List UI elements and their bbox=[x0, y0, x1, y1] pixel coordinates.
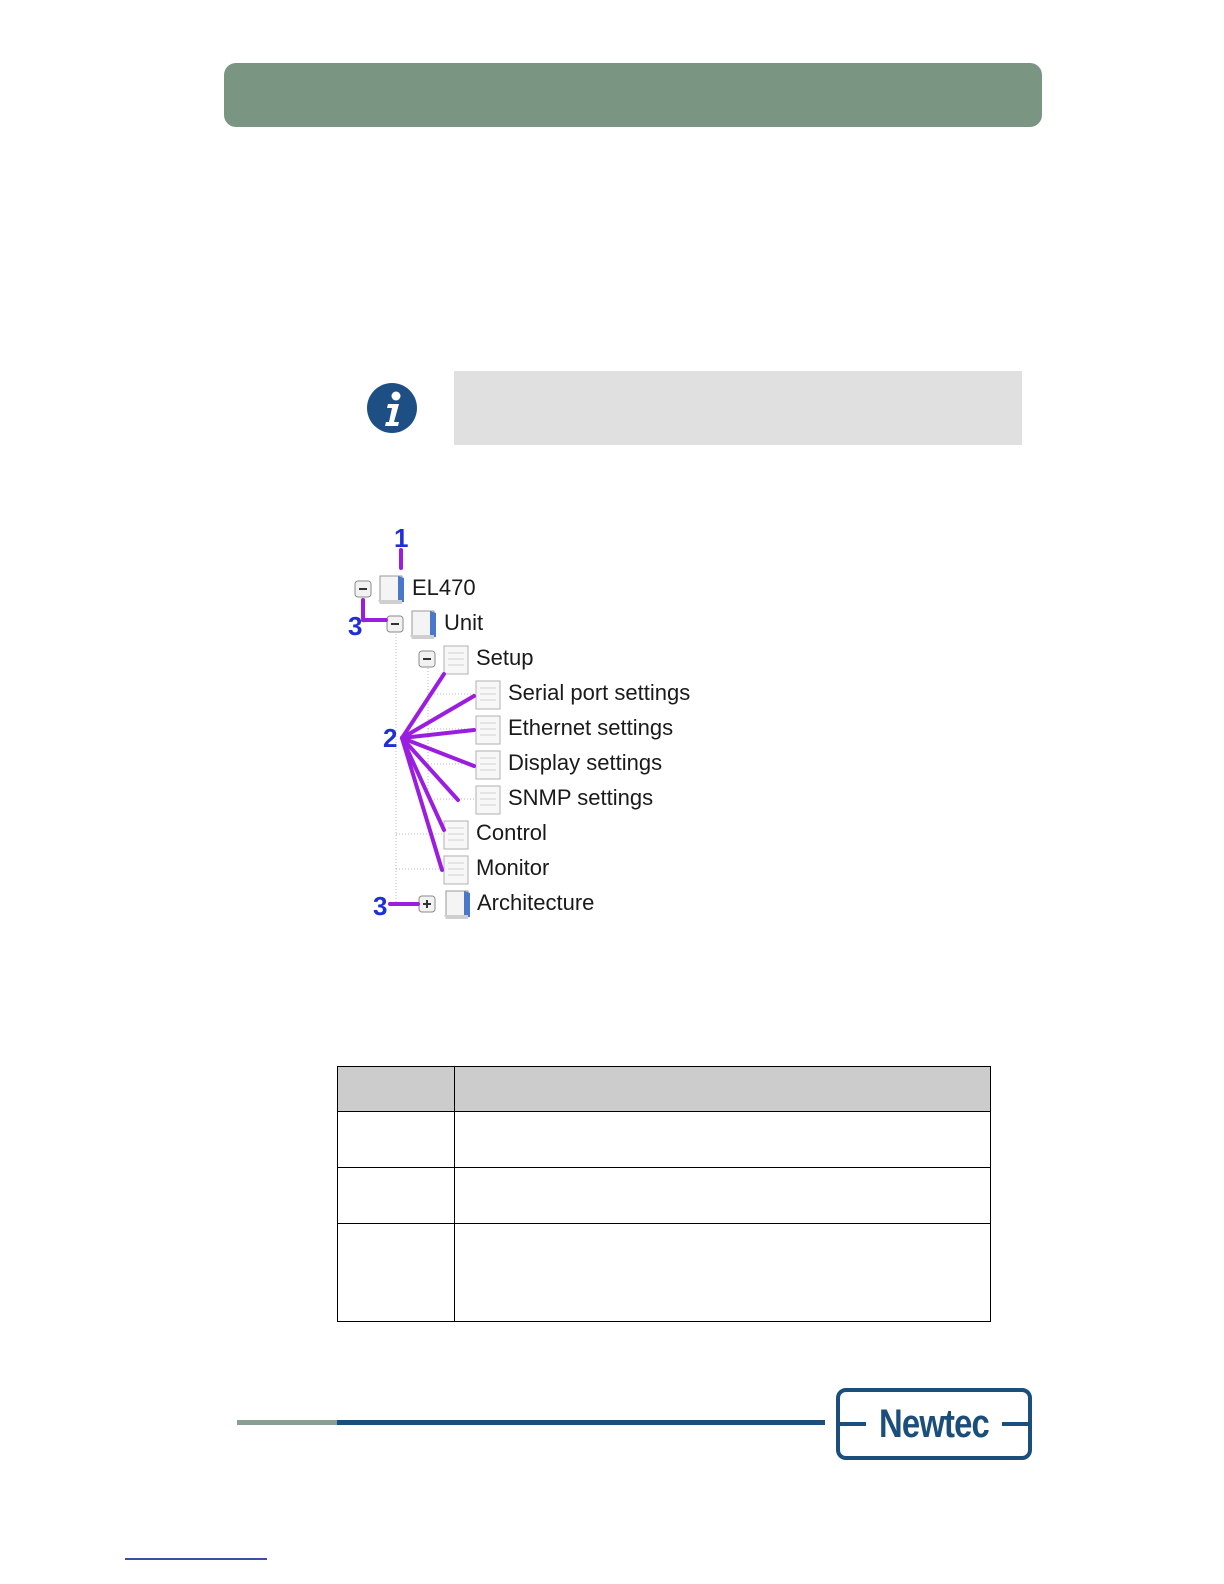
tree-node-snmp-settings[interactable]: SNMP settings bbox=[508, 785, 654, 810]
table-cell bbox=[454, 1112, 990, 1168]
callout-2: 2 bbox=[383, 723, 398, 753]
table-header-row bbox=[338, 1067, 991, 1112]
table-header-cell bbox=[454, 1067, 990, 1112]
bottom-link-underline[interactable] bbox=[125, 1558, 267, 1560]
header-bar bbox=[224, 63, 1042, 127]
page-icon bbox=[476, 716, 500, 744]
expander-setup[interactable] bbox=[419, 651, 435, 667]
page-icon bbox=[444, 646, 468, 674]
table-cell bbox=[338, 1112, 455, 1168]
table-row bbox=[338, 1224, 991, 1322]
page-icon bbox=[444, 856, 468, 884]
tree-node-ethernet-settings[interactable]: Ethernet settings bbox=[508, 715, 674, 740]
tree-node-setup[interactable]: Setup bbox=[476, 645, 534, 670]
table-cell bbox=[338, 1224, 455, 1322]
table-cell bbox=[338, 1168, 455, 1224]
expander-architecture[interactable] bbox=[419, 896, 435, 912]
legend-table bbox=[337, 1066, 991, 1322]
info-icon bbox=[366, 382, 418, 434]
expander-unit[interactable] bbox=[387, 616, 403, 632]
expander-el470[interactable] bbox=[355, 581, 371, 597]
tree-node-el470[interactable]: EL470 bbox=[412, 575, 476, 600]
tree-node-monitor[interactable]: Monitor bbox=[476, 855, 550, 880]
tree-node-serial-port-settings[interactable]: Serial port settings bbox=[508, 680, 691, 705]
page-icon bbox=[476, 751, 500, 779]
folder-icon bbox=[444, 891, 470, 919]
callout-3-top: 3 bbox=[348, 611, 363, 641]
folder-icon bbox=[410, 611, 436, 639]
tree-node-unit[interactable]: Unit bbox=[444, 610, 484, 635]
note-box bbox=[454, 371, 1022, 445]
page-icon bbox=[476, 681, 500, 709]
page-icon bbox=[444, 821, 468, 849]
table-row bbox=[338, 1168, 991, 1224]
table-cell bbox=[454, 1224, 990, 1322]
newtec-logo bbox=[836, 1388, 1032, 1460]
tree-node-display-settings[interactable]: Display settings bbox=[508, 750, 663, 775]
tree-node-architecture[interactable]: Architecture bbox=[477, 890, 595, 915]
table-header-cell bbox=[338, 1067, 455, 1112]
folder-icon bbox=[378, 576, 404, 604]
tree-view bbox=[340, 520, 740, 930]
footer-rule-blue bbox=[337, 1420, 825, 1425]
callout-1: 1 bbox=[394, 523, 409, 553]
callout-3-bottom: 3 bbox=[373, 891, 388, 921]
page-icon bbox=[476, 786, 500, 814]
tree-node-control[interactable]: Control bbox=[476, 820, 547, 845]
logo-text: Newtec bbox=[879, 1401, 989, 1446]
table-cell bbox=[454, 1168, 990, 1224]
table-row bbox=[338, 1112, 991, 1168]
footer-rule-grey bbox=[237, 1420, 337, 1425]
